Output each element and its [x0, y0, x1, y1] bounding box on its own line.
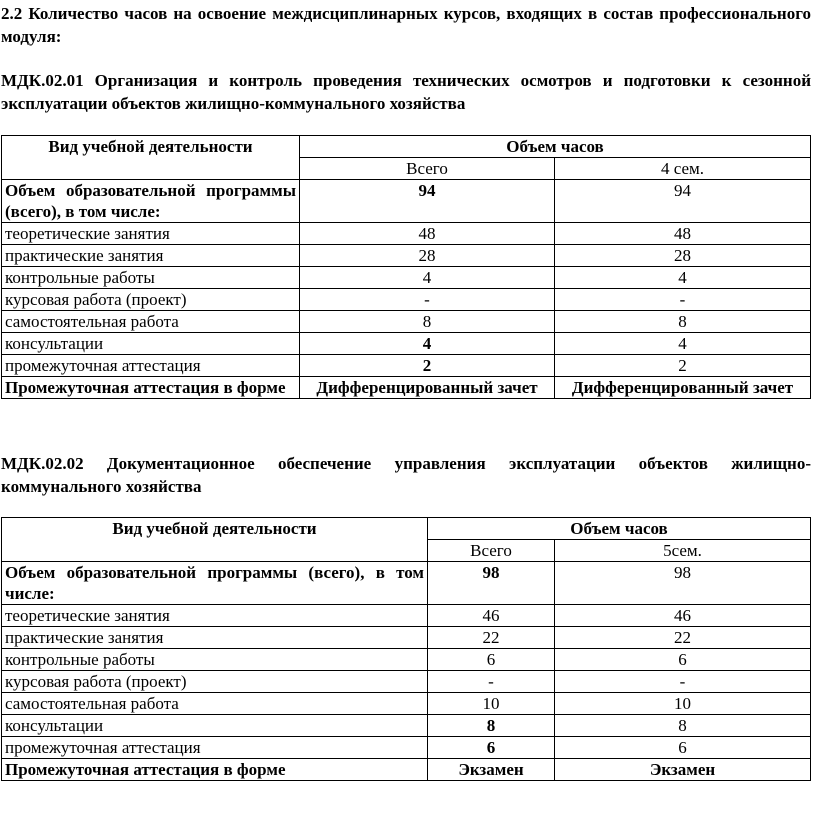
total-header: Всего — [300, 158, 555, 180]
row-semester: 6 — [555, 649, 811, 671]
row-total: 94 — [300, 180, 555, 223]
row-total: 6 — [428, 737, 555, 759]
row-semester: Дифференцированный зачет — [555, 377, 811, 399]
hours-header: Объем часов — [428, 518, 811, 540]
row-semester: - — [555, 671, 811, 693]
row-label: контрольные работы — [2, 267, 300, 289]
row-semester: 28 — [555, 245, 811, 267]
hours-header: Объем часов — [300, 136, 811, 158]
row-total: Экзамен — [428, 759, 555, 781]
row-label: консультации — [2, 333, 300, 355]
total-header: Всего — [428, 540, 555, 562]
table-row — [2, 245, 811, 267]
row-total: - — [428, 671, 555, 693]
table-row — [2, 355, 811, 377]
row-semester: 22 — [555, 627, 811, 649]
row-semester: 4 — [555, 267, 811, 289]
row-total: 8 — [300, 311, 555, 333]
table-row — [2, 759, 811, 781]
row-label: теоретические занятия — [2, 605, 428, 627]
table-row — [2, 671, 811, 693]
row-total: 98 — [428, 562, 555, 605]
activity-header: Вид учебной деятельности — [2, 518, 428, 562]
table-row — [2, 333, 811, 355]
table-header-row — [2, 136, 811, 158]
row-total: - — [300, 289, 555, 311]
row-semester: 98 — [555, 562, 811, 605]
row-total: 22 — [428, 627, 555, 649]
row-label: курсовая работа (проект) — [2, 671, 428, 693]
table-row — [2, 562, 811, 605]
table-row — [2, 311, 811, 333]
row-semester: 94 — [555, 180, 811, 223]
row-semester: 46 — [555, 605, 811, 627]
table-row — [2, 180, 811, 223]
table-row — [2, 267, 811, 289]
row-total: 8 — [428, 715, 555, 737]
module1-hours-table — [1, 135, 811, 399]
row-semester: 6 — [555, 737, 811, 759]
row-label: Промежуточная аттестация в форме — [2, 759, 428, 781]
table-header-row — [2, 518, 811, 540]
row-total: Дифференцированный зачет — [300, 377, 555, 399]
row-semester: - — [555, 289, 811, 311]
semester-header: 4 сем. — [555, 158, 811, 180]
row-total: 48 — [300, 223, 555, 245]
row-total: 6 — [428, 649, 555, 671]
row-semester: Экзамен — [555, 759, 811, 781]
table-row — [2, 627, 811, 649]
semester-header: 5сем. — [555, 540, 811, 562]
table-row — [2, 693, 811, 715]
row-label: курсовая работа (проект) — [2, 289, 300, 311]
row-total: 4 — [300, 333, 555, 355]
row-semester: 48 — [555, 223, 811, 245]
row-semester: 2 — [555, 355, 811, 377]
table-row — [2, 649, 811, 671]
row-total: 10 — [428, 693, 555, 715]
module2-title: МДК.02.02 Документационное обеспечение управления эксплуатации объектов жилищно-коммунального хозяйства — [1, 454, 811, 496]
row-label: Объем образовательной программы (всего), в том числе: — [2, 180, 300, 223]
row-label: промежуточная аттестация — [2, 737, 428, 759]
row-total: 2 — [300, 355, 555, 377]
table-row — [2, 289, 811, 311]
module1-title: МДК.02.01 Организация и контроль проведения технических осмотров и подготовки к сезонной эксплуатации объектов жилищно-коммунального хозяйства — [1, 71, 811, 113]
row-label: Объем образовательной программы (всего), в том числе: — [2, 562, 428, 605]
row-total: 4 — [300, 267, 555, 289]
row-label: самостоятельная работа — [2, 311, 300, 333]
table-row — [2, 715, 811, 737]
row-label: промежуточная аттестация — [2, 355, 300, 377]
row-total: 46 — [428, 605, 555, 627]
row-label: Промежуточная аттестация в форме — [2, 377, 300, 399]
activity-header: Вид учебной деятельности — [2, 136, 300, 180]
table-row — [2, 737, 811, 759]
row-semester: 10 — [555, 693, 811, 715]
module2-hours-table — [1, 517, 811, 781]
row-semester: 4 — [555, 333, 811, 355]
row-label: теоретические занятия — [2, 223, 300, 245]
row-label: консультации — [2, 715, 428, 737]
row-label: самостоятельная работа — [2, 693, 428, 715]
row-label: практические занятия — [2, 245, 300, 267]
section-heading: 2.2 Количество часов на освоение междисциплинарных курсов, входящих в состав профессионального модуля: — [1, 4, 811, 46]
table-row — [2, 605, 811, 627]
row-total: 28 — [300, 245, 555, 267]
table-row — [2, 223, 811, 245]
row-label: практические занятия — [2, 627, 428, 649]
row-label: контрольные работы — [2, 649, 428, 671]
row-semester: 8 — [555, 715, 811, 737]
row-semester: 8 — [555, 311, 811, 333]
table-row — [2, 377, 811, 399]
